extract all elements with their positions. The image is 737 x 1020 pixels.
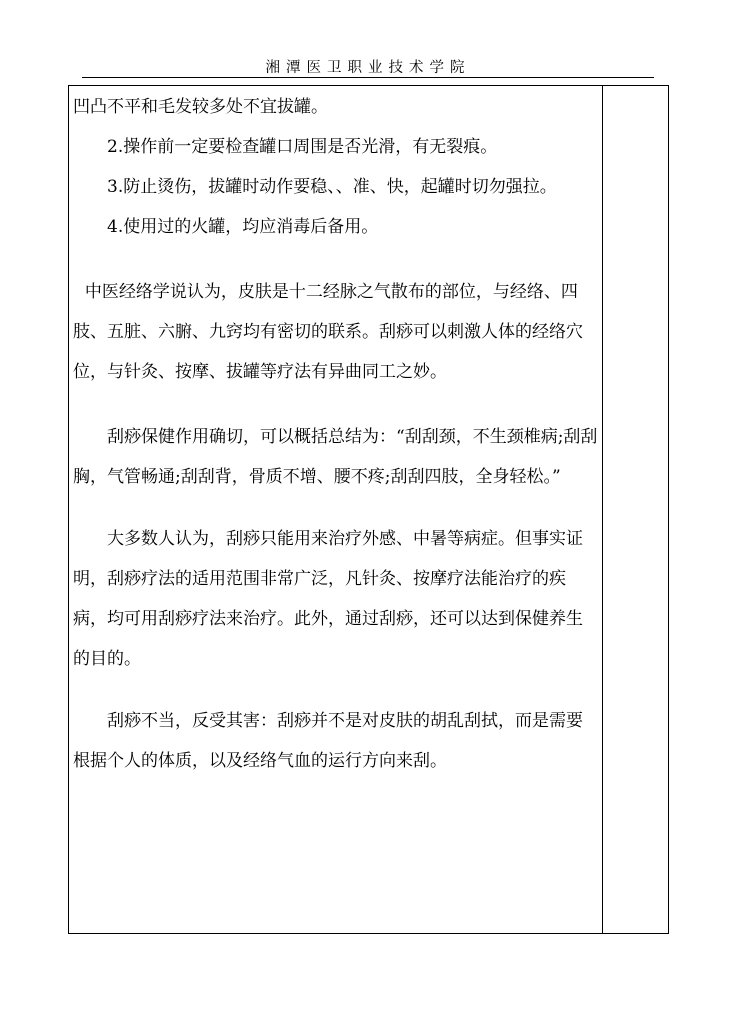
- header-rule: [82, 77, 654, 78]
- school-header: 湘潭医卫职业技术学院: [265, 60, 471, 76]
- paragraph-item-3: 3.防止烫伤，拔罐时动作要稳、、准、快，起罐时切勿强拉。: [107, 177, 557, 197]
- paragraph-caution: 刮痧不当，反受其害：刮痧并不是对皮肤的胡乱刮拭，而是需要根据个人的体质，以及经络气血的运行方向来刮。: [73, 711, 583, 771]
- paragraph-health-effects: 刮痧保健作用确切，可以概括总结为：“刮刮颈，不生颈椎病;刮刮胸，气管畅通;刮刮背，骨质不增、腰不疼;刮刮四肢，全身轻松。”: [73, 427, 598, 487]
- paragraph-item-2: 2.操作前一定要检查罐口周围是否光滑，有无裂痕。: [107, 137, 498, 157]
- column-divider: [602, 85, 603, 934]
- paragraph-item-4: 4.使用过的火罐，均应消毒后备用。: [107, 217, 379, 237]
- paragraph-meridian-theory: 中医经络学说认为，皮肤是十二经脉之气散布的部位，与经络、四肢、五脏、六腑、九窍均有密切的联系。刮痧可以刺激人体的经络穴位，与针灸、按摩、拔罐等疗法有异曲同工之妙。: [73, 282, 583, 382]
- main-content-cell: [73, 87, 599, 781]
- paragraph-scope: 大多数人认为，刮痧只能用来治疗外感、中暑等病症。但事实证明，刮痧疗法的适用范围非常广泛，凡针灸、按摩疗法能治疗的疾病，均可用刮痧疗法来治疗。此外，通过刮痧，还可以达到保健养生的目的。: [73, 529, 583, 669]
- paragraph-continuation: 凹凸不平和毛发较多处不宜拔罐。: [73, 97, 328, 117]
